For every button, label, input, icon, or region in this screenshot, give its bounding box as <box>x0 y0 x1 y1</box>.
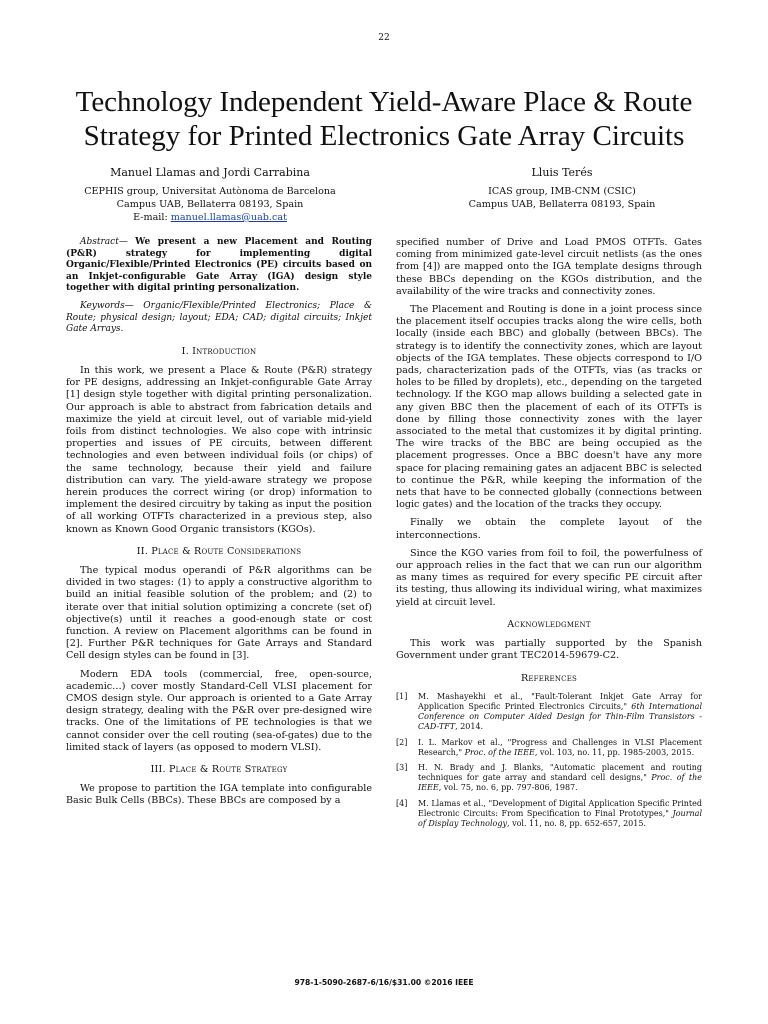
abstract-label: Abstract <box>80 237 119 247</box>
reference-text: M. Mashayekhi et al., "Fault-Tolerant Inkjet Gate Array for Application Specific Printed Electronics Circuits," 6th International Conference on Computer Aided Design for Thin-Film Transistors - CAD-TFT, 2014. <box>418 691 703 732</box>
author-affiliation: CEPHIS group, Universitat Autònoma de Barcelona <box>84 186 336 197</box>
section-heading-references: References <box>520 672 578 684</box>
page-number: 22 <box>378 33 390 43</box>
abstract-text: We present a new Placement and Routing (P&R) strategy for implementing digital Organic/Flexible/Printed Electronics (PE) circuits based on an Inkjet-configurable Gate Array (IGA) design style together with digital printing personalization. <box>66 237 372 294</box>
copyright-footer: 978-1-5090-2687-6/16/$31.00 ©2016 IEEE <box>294 978 474 987</box>
reference-text: M. Llamas et al., "Development of Digital Application Specific Printed Electronic Circuits: From Specification to Final Prototypes," Journal of Display Technology, vol. 11, no. 8, pp. 652-657, 2015. <box>418 798 702 828</box>
email-label: E-mail: <box>133 212 171 223</box>
section-heading-pr-strategy: III. Place & Route Strategy <box>150 764 288 776</box>
reference-number: [4] <box>396 798 408 808</box>
author-email-line <box>60 211 360 224</box>
right-column <box>396 237 702 834</box>
section-heading-introduction: I. Introduction <box>181 345 257 357</box>
left-column <box>66 237 372 814</box>
author-name: Lluis Terés <box>531 166 593 179</box>
section-heading-pr-considerations: II. Place & Route Considerations <box>136 545 302 557</box>
paper-title: Technology Independent Yield-Aware Place & Route Strategy for Printed Electronics Gate Array Circuits <box>75 86 693 153</box>
reference-item <box>396 738 702 758</box>
paragraph: In this work, we present a Place & Route (P&R) strategy for PE designs, addressing an Inkjet-configurable Gate Array [1] design style together with digital printing personalization. Our approach is able to abstract from fabrication details and maximize the yield at circuit level, out of variable mid-yield foils from distinct technologies. We also cope with intrinsic properties and issues of PE circuits, between different technologies and even between individual foils (or chips) of the same technology, because their yield and failure distribution can vary. The yield-aware strategy we propose herein produces the correct wiring (or drop) information to implement the desired circuitry by taking as input the position of all working OTFTs characterized in a previous step, also known as Known Good Organic transistors (KGOs). <box>66 364 372 535</box>
keywords-label: Keywords <box>80 300 125 311</box>
section-heading-acknowledgment: Acknowledgment <box>507 618 591 630</box>
paragraph: Modern EDA tools (commercial, free, open-source, academic…) cover mostly Standard-Cell VLSI placement for CMOS design style. Our approach is oriented to a Gate Array design strategy, dealing with the P&R over pre-designed wire tracks. One of the limitations of PE technologies is that we cannot consider over the cell routing (sea-of-gates) due to the limited stack of layers (as opposed to modern VLSI). <box>66 668 372 753</box>
abstract: Abstract— We present a new Placement and Routing (P&R) strategy for implementing digital Organic/Flexible/Printed Electronics (PE) circuits based on an Inkjet-configurable Gate Array (IGA) design style together with digital printing personalization. <box>66 237 372 294</box>
reference-number: [3] <box>396 762 408 772</box>
author-address: Campus UAB, Bellaterra 08193, Spain <box>116 199 304 210</box>
paragraph: Since the KGO varies from foil to foil, the powerfulness of our approach relies in the fact that we can run our algorithm as many times as required for every specific PE circuit after its testing, thus allowing its individual wiring, what maximizes yield at circuit level. <box>396 547 702 608</box>
paragraph: specified number of Drive and Load PMOS OTFTs. Gates coming from minimized gate-level circuit netlists (as the ones from [4]) are mapped onto the IGA template designs through these BBCs depending on the KGOs distribution, and the availability of the wire tracks and connectivity zones. <box>396 237 702 297</box>
reference-number: [2] <box>396 737 408 747</box>
paragraph: This work was partially supported by the Spanish Government under grant TEC2014-59679-C2. <box>396 638 702 662</box>
reference-text: I. L. Markov et al., "Progress and Challenges in VLSI Placement Research," Proc. of the IEEE, vol. 103, no. 11, pp. 1985-2003, 2015. <box>418 737 702 757</box>
paragraph: Finally we obtain the complete layout of the interconnections. <box>396 517 702 541</box>
paragraph: The typical modus operandi of P&R algorithms can be divided in two stages: (1) to apply a constructive algorithm to build an initial feasible solution of the problem; and (2) to iterate over that initial solution optimizing a concrete (set of) objective(s) until it reaches a good-enough state or cost function. A review on Placement algorithms can be found in [2]. Further P&R techniques for Gate Arrays and Standard Cell design styles can be found in [3]. <box>66 565 372 662</box>
paragraph: We propose to partition the IGA template into configurable Basic Bulk Cells (BBCs). These BBCs are composed by a <box>66 783 372 807</box>
author-affiliation: ICAS group, IMB-CNM (CSIC) <box>488 186 636 197</box>
reference-list <box>396 692 702 829</box>
reference-number: [1] <box>396 691 408 701</box>
email-link[interactable]: manuel.llamas@uab.cat <box>170 212 287 223</box>
author-block-1 <box>60 166 360 224</box>
keywords-text: — Organic/Flexible/Printed Electronics; Place & Route; physical design; layout; EDA; CAD; digital circuits; Inkjet Gate Arrays. <box>66 300 372 335</box>
keywords <box>66 301 372 336</box>
reference-text: H. N. Brady and J. Blanks, "Automatic placement and routing techniques for gate array and standard cell designs," Proc. of the IEEE, vol. 75, no. 6, pp. 797-806, 1987. <box>418 762 702 793</box>
author-address: Campus UAB, Bellaterra 08193, Spain <box>468 199 656 210</box>
paragraph: The Placement and Routing is done in a joint process since the placement itself occupies tracks along the wire cells, both locally (inside each BBC) and globally (between BBCs). The strategy is to identify the connectivity zones, which are layout objects of the IGA templates. These objects correspond to I/O pads, characterization pads of the OTFTs, vias (as tracks or holes to be filled by droplets), etc., depending on the targeted technology. If the KGO map allows building a selected gate in any given BBC then the placement of each of its OTFTs is done by filling those connectivity zones with the layer associated to the metal that customizes it by digital printing. The wire tracks of the BBC are being occupied as the placement progresses. Once a BBC doesn't have any more space for placing remaining gates an adjacent BBC is selected to continue the P&R, while keeping the information of the nets that have to be connected globally (connections between logic gates) and the location of the tracks they occupy. <box>396 304 702 511</box>
author-name: Manuel Llamas and Jordi Carrabina <box>110 166 310 179</box>
reference-item <box>396 692 702 733</box>
author-block-2 <box>412 166 712 211</box>
reference-item <box>396 799 702 830</box>
reference-item <box>396 763 702 794</box>
